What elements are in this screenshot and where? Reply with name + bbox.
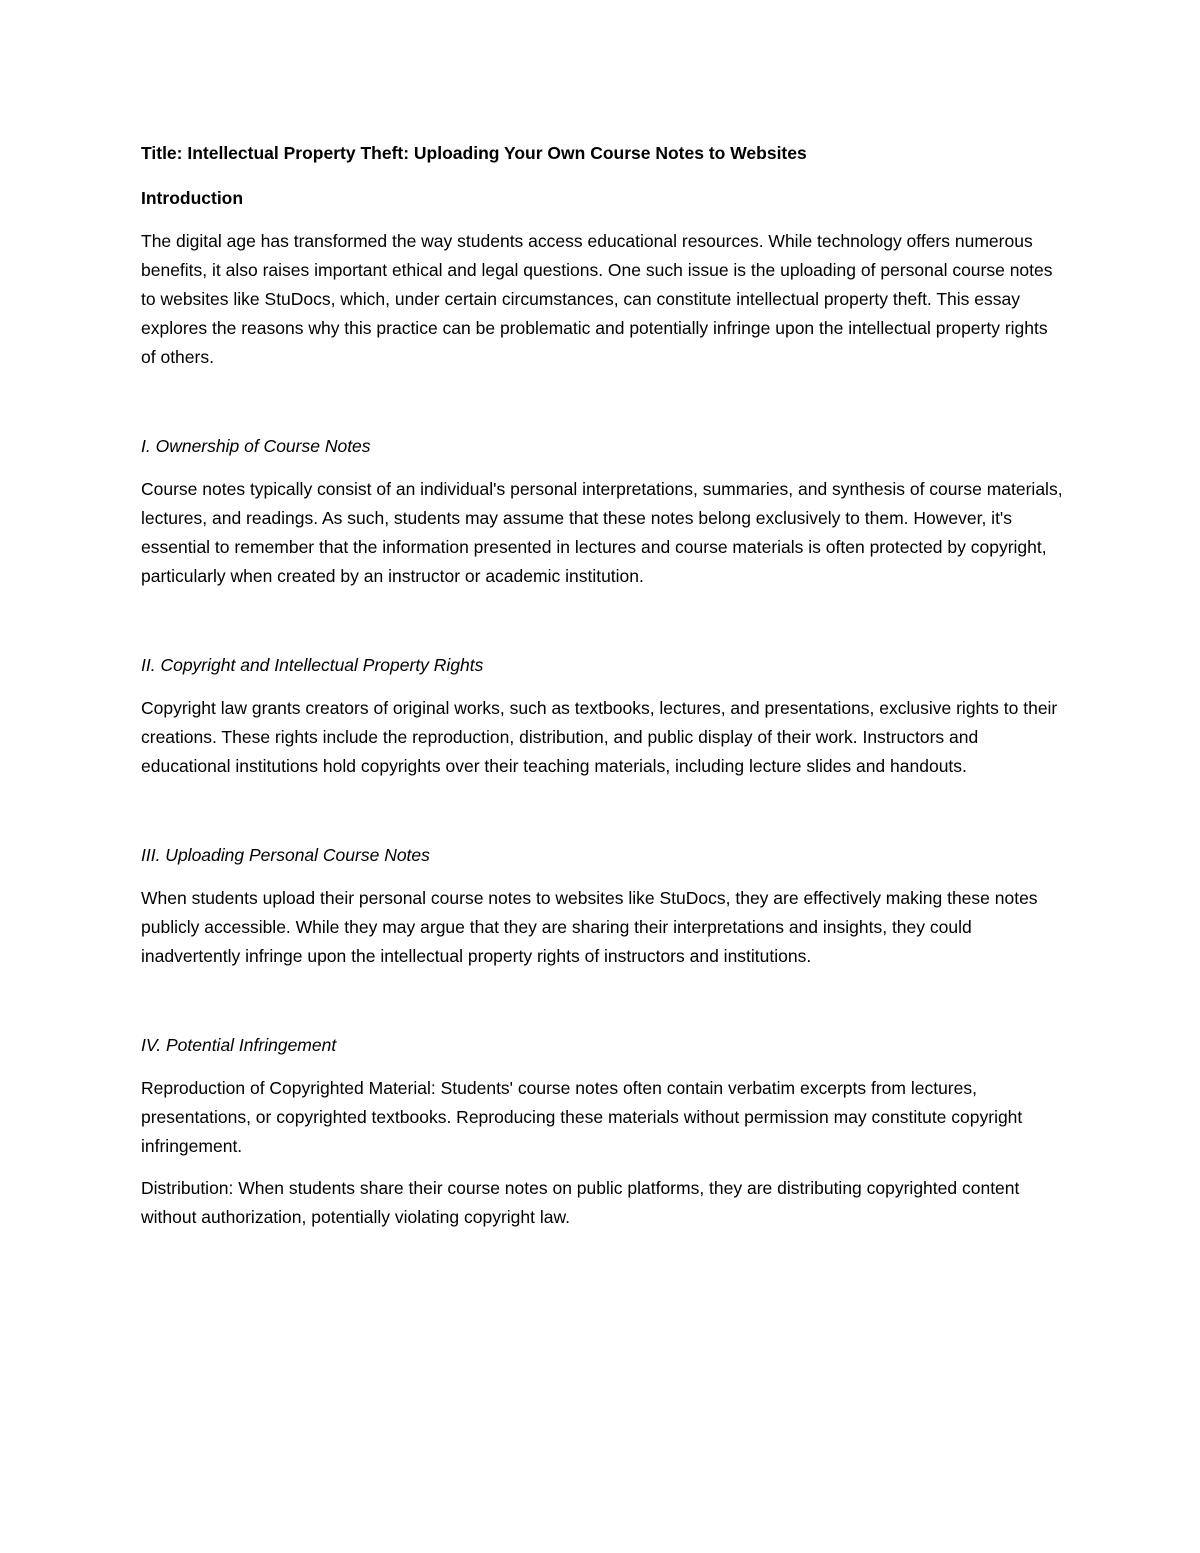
document-title: Title: Intellectual Property Theft: Uploading Your Own Course Notes to Websites: [141, 143, 807, 163]
section-paragraph-distribution: Distribution: When students share their course notes on public platforms, they are distributing copyrighted content without authorization, potentially violating copyright law.: [141, 1178, 1020, 1227]
document-page: [141, 139, 1066, 1232]
section-paragraph-uploading: When students upload their personal course notes to websites like StuDocs, they are effectively making these notes publicly accessible. While they may argue that they are sharing their interpretations and insights, they could inadvertently infringe upon the intellectual property rights of instructors and institutions.: [141, 888, 1038, 966]
section-heading-ownership: I. Ownership of Course Notes: [141, 436, 371, 456]
introduction-heading: Introduction: [141, 188, 244, 208]
section-paragraph-ownership: Course notes typically consist of an individual's personal interpretations, summaries, and synthesis of course materials, lectures, and readings. As such, students may assume that these notes belong exclusively to them. However, it's essential to remember that the information presented in lectures and course materials is often protected by copyright, particularly when created by an instructor or academic institution.: [141, 479, 1063, 586]
section-paragraph-reproduction: Reproduction of Copyrighted Material: Students' course notes often contain verbatim excerpts from lectures, presentations, or copyrighted textbooks. Reproducing these materials without permission may constitute copyright infringement.: [141, 1078, 1023, 1156]
introduction-paragraph: The digital age has transformed the way students access educational resources. While technology offers numerous benefits, it also raises important ethical and legal questions. One such issue is the uploading of personal course notes to websites like StuDocs, which, under certain circumstances, can constitute intellectual property theft. This essay explores the reasons why this practice can be problematic and potentially infringe upon the intellectual property rights of others.: [141, 231, 1053, 367]
section-heading-uploading: III. Uploading Personal Course Notes: [141, 845, 430, 865]
section-heading-infringement: IV. Potential Infringement: [141, 1035, 337, 1055]
section-heading-copyright: II. Copyright and Intellectual Property Rights: [141, 655, 484, 675]
section-paragraph-copyright: Copyright law grants creators of original works, such as textbooks, lectures, and presentations, exclusive rights to their creations. These rights include the reproduction, distribution, and public display of their work. Instructors and educational institutions hold copyrights over their teaching materials, including lecture slides and handouts.: [141, 698, 1058, 776]
